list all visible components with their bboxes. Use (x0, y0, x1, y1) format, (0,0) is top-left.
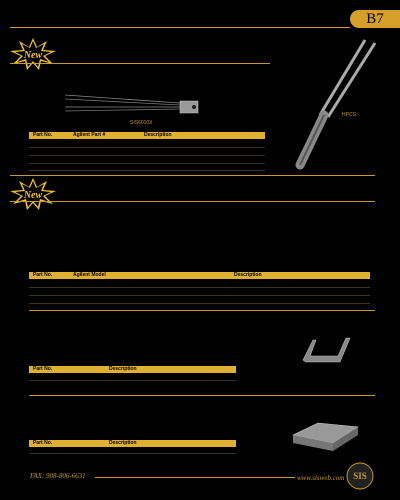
heater-cartridge-image (280, 35, 380, 175)
page-number-tab: B7 (350, 10, 400, 28)
footer-fax: FAX: 908-806-6631 (30, 472, 86, 480)
svg-text:New: New (23, 50, 43, 61)
footer-rule (95, 477, 295, 478)
svg-text:New: New (23, 190, 43, 201)
section3-bottom-rule (29, 395, 375, 396)
bracket-image (298, 330, 358, 370)
table2-header: Part No. Agilent Model Description (29, 272, 370, 279)
sis-logo (346, 462, 374, 490)
top-rule (10, 27, 350, 28)
table2-row (29, 303, 370, 304)
new-badge (10, 178, 56, 210)
section1-bottom-rule (10, 175, 375, 176)
new-badge (10, 38, 56, 70)
sensor-caption: SIS6010X (130, 120, 153, 126)
table3-row (29, 380, 236, 381)
section2-rule (10, 201, 375, 202)
table1-header: Part No. Agilent Part # Description (29, 132, 265, 139)
table2-row (29, 287, 370, 288)
table4-row (29, 453, 236, 454)
table1-row (29, 147, 265, 148)
svg-text:SIS: SIS (353, 471, 367, 481)
starburst-icon (10, 178, 56, 210)
sis-logo-icon (346, 462, 374, 490)
footer-website[interactable]: www.sisweb.com (297, 474, 345, 482)
table4-header: Part No. Description (29, 440, 236, 447)
table3-header: Part No. Description (29, 366, 236, 373)
table1-row (29, 163, 265, 164)
starburst-icon (10, 38, 56, 70)
tray-image (288, 415, 368, 455)
section2-bottom-rule (29, 310, 375, 311)
heater-caption: HPCS (342, 112, 356, 118)
table1-row (29, 155, 265, 156)
sensor-image (60, 85, 230, 125)
table2-row (29, 295, 370, 296)
section1-rule (10, 63, 270, 64)
table1-row (29, 170, 265, 171)
